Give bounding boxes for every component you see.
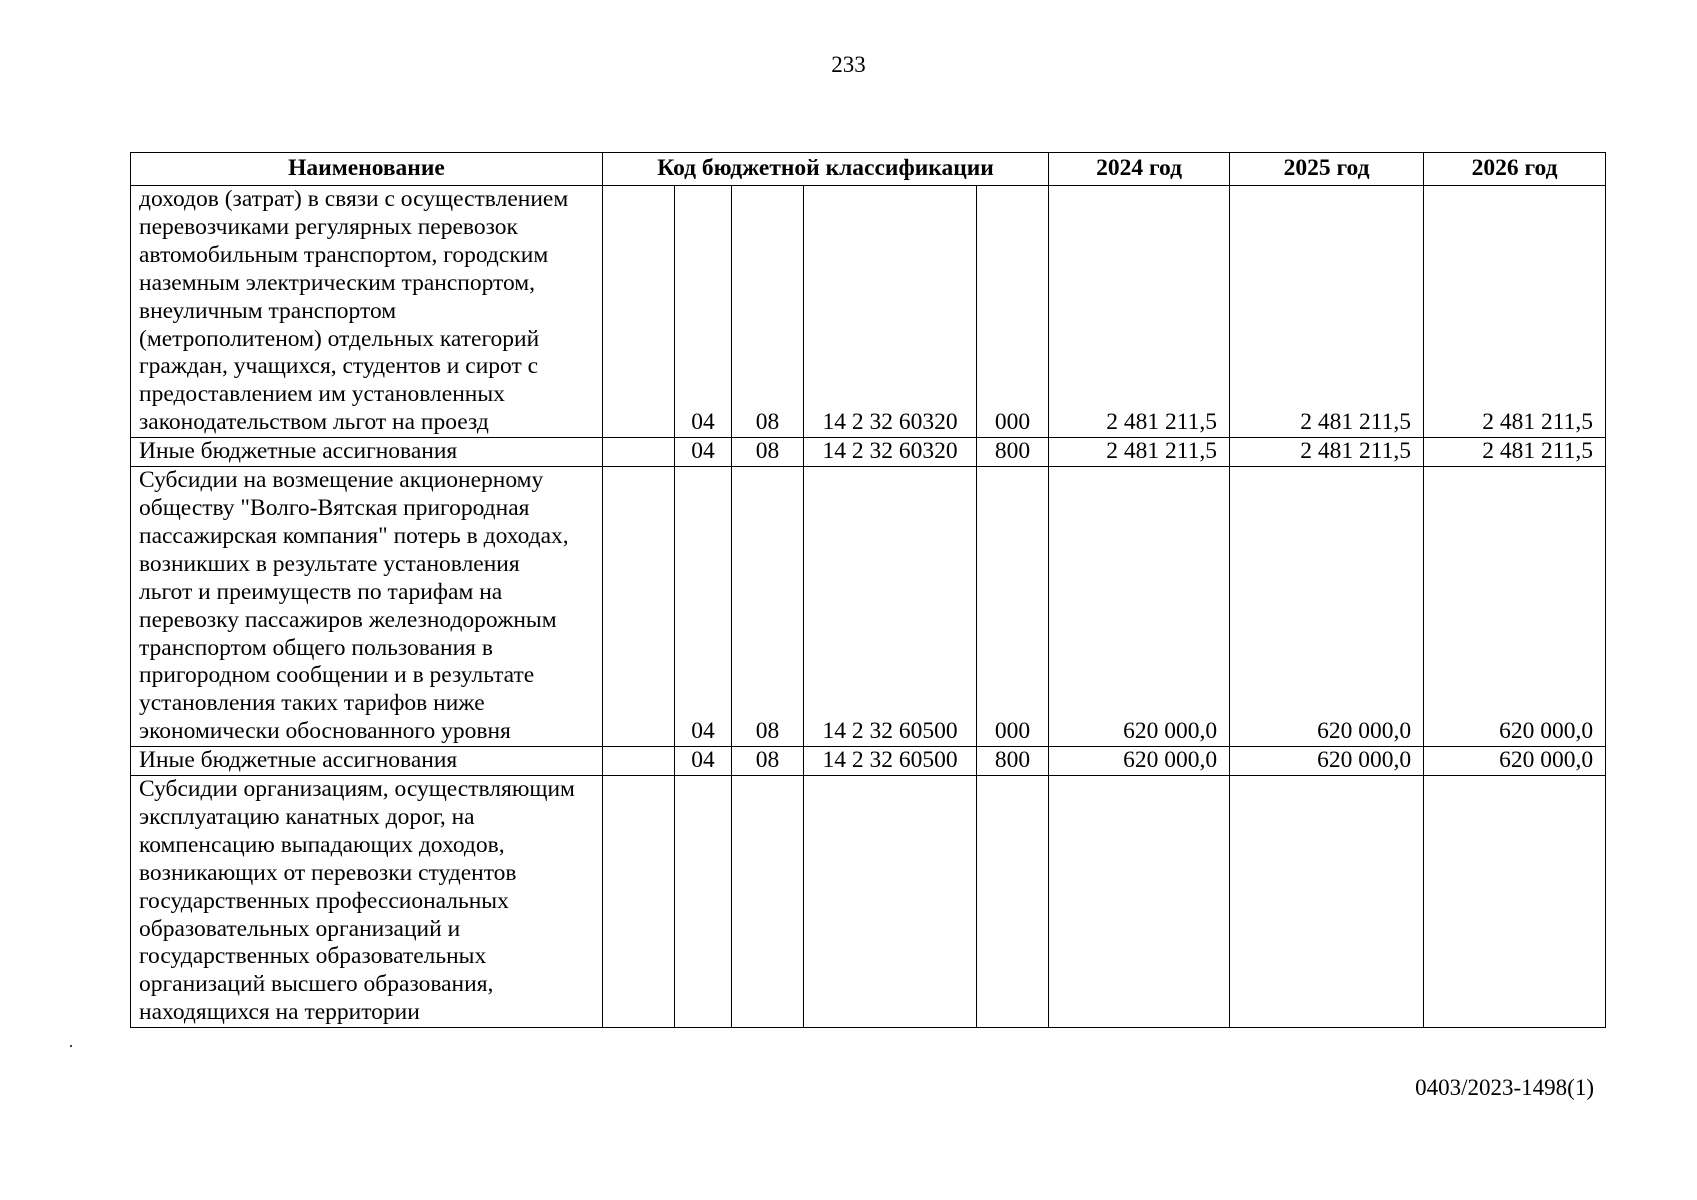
row-code-subsection: 08 <box>732 747 804 776</box>
row-amount-2026: 2 481 211,5 <box>1424 186 1606 438</box>
header-name: Наименование <box>131 153 603 186</box>
scan-speck <box>70 1045 72 1047</box>
row-code-type: 000 <box>977 186 1049 438</box>
row-code-type: 000 <box>977 467 1049 747</box>
row-amount-2025: 620 000,0 <box>1230 747 1424 776</box>
row-code-type: 800 <box>977 438 1049 467</box>
row-name: доходов (затрат) в связи с осуществлением перевозчиками регулярных перевозок автомобильным транспортом, городским наземным электрическим транспортом, внеуличным транспортом (метрополитеном) отдельных категорий граждан, учащихся, студентов и сирот с предоставлением им установленных законодательством льгот на проезд <box>131 186 603 438</box>
table-row <box>131 467 1606 747</box>
row-code-blank <box>603 467 675 747</box>
row-amount-2026 <box>1424 776 1606 1028</box>
row-name: Иные бюджетные ассигнования <box>131 747 603 776</box>
row-amount-2026: 2 481 211,5 <box>1424 438 1606 467</box>
page-number: 233 <box>831 52 866 77</box>
row-code-target: 14 2 32 60500 <box>804 467 977 747</box>
row-amount-2026: 620 000,0 <box>1424 467 1606 747</box>
table-row <box>131 747 1606 776</box>
row-code-section <box>675 776 732 1028</box>
table-row <box>131 186 1606 438</box>
row-amount-2025 <box>1230 776 1424 1028</box>
row-code-target <box>804 776 977 1028</box>
row-code-subsection: 08 <box>732 467 804 747</box>
document-number: 0403/2023-1498(1) <box>1415 1075 1594 1100</box>
row-amount-2024: 620 000,0 <box>1049 747 1230 776</box>
row-code-target: 14 2 32 60320 <box>804 186 977 438</box>
header-code: Код бюджетной классификации <box>603 153 1049 186</box>
row-code-subsection <box>732 776 804 1028</box>
row-code-section: 04 <box>675 438 732 467</box>
header-2026: 2026 год <box>1424 153 1606 186</box>
row-amount-2025: 2 481 211,5 <box>1230 438 1424 467</box>
row-code-type: 800 <box>977 747 1049 776</box>
row-code-blank <box>603 186 675 438</box>
table-header-row <box>131 153 1606 186</box>
row-code-target: 14 2 32 60500 <box>804 747 977 776</box>
table-row <box>131 776 1606 1028</box>
row-code-blank <box>603 747 675 776</box>
header-2025: 2025 год <box>1230 153 1424 186</box>
row-code-section: 04 <box>675 186 732 438</box>
row-amount-2024: 2 481 211,5 <box>1049 438 1230 467</box>
row-code-subsection: 08 <box>732 438 804 467</box>
budget-table <box>130 152 1606 1028</box>
row-name: Субсидии организациям, осуществляющим эксплуатацию канатных дорог, на компенсацию выпадающих доходов, возникающих от перевозки студентов государственных профессиональных образовательных организаций и государственных образовательных организаций высшего образования, находящихся на территории <box>131 776 603 1028</box>
row-code-blank <box>603 438 675 467</box>
row-name: Субсидии на возмещение акционерному обществу "Волго-Вятская пригородная пассажирская компания" потерь в доходах, возникших в результате установления льгот и преимуществ по тарифам на перевозку пассажиров железнодорожным транспортом общего пользования в пригородном сообщении и в результате установления таких тарифов ниже экономически обоснованного уровня <box>131 467 603 747</box>
table-row <box>131 438 1606 467</box>
row-code-target: 14 2 32 60320 <box>804 438 977 467</box>
row-amount-2024 <box>1049 776 1230 1028</box>
row-code-section: 04 <box>675 747 732 776</box>
row-code-subsection: 08 <box>732 186 804 438</box>
row-amount-2025: 2 481 211,5 <box>1230 186 1424 438</box>
row-name: Иные бюджетные ассигнования <box>131 438 603 467</box>
row-amount-2026: 620 000,0 <box>1424 747 1606 776</box>
row-code-type <box>977 776 1049 1028</box>
header-2024: 2024 год <box>1049 153 1230 186</box>
row-code-blank <box>603 776 675 1028</box>
row-code-section: 04 <box>675 467 732 747</box>
row-amount-2025: 620 000,0 <box>1230 467 1424 747</box>
row-amount-2024: 2 481 211,5 <box>1049 186 1230 438</box>
row-amount-2024: 620 000,0 <box>1049 467 1230 747</box>
